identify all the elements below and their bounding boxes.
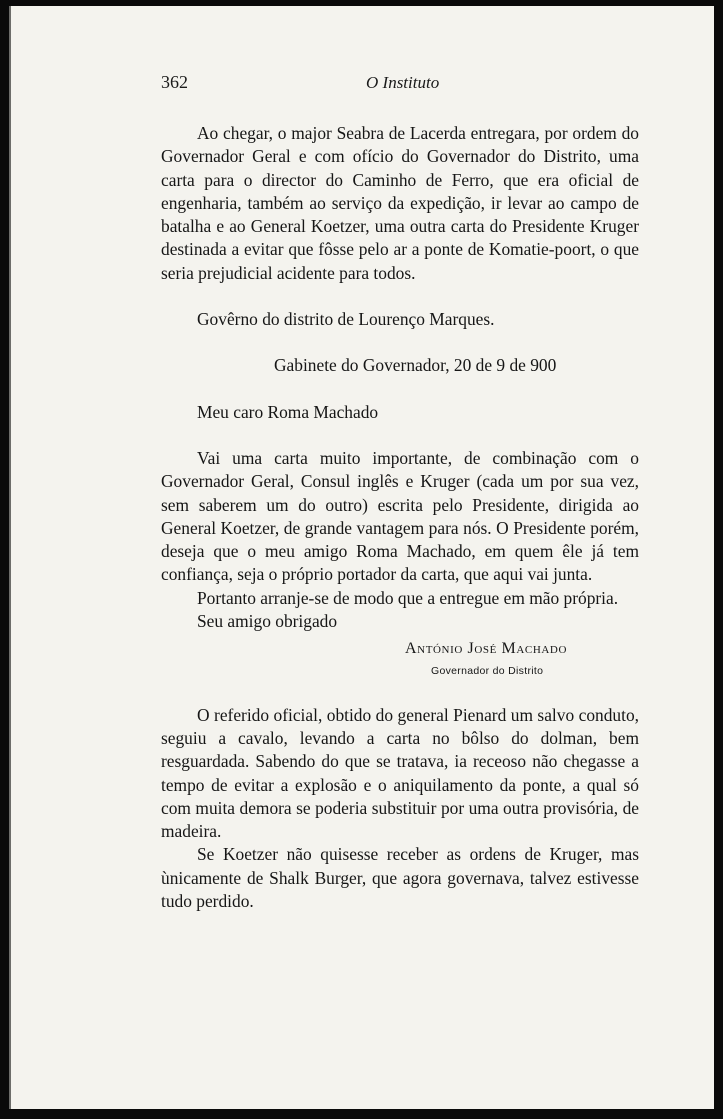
paragraph-narrative: O referido oficial, obtido do general Pienard um salvo conduto, seguiu a cavalo, levando a carta no bôlso do dolman, bem resguardada. Sabendo do que se tratava, ia receoso não chegasse a tempo de evitar a explosão e o aniquilamento da ponte, a qual só com muita demora se poderia substituir por uma outra provisória, de madeira. — [161, 704, 639, 842]
running-title: O Instituto — [366, 73, 440, 92]
signature-title: Governador do Distrito — [431, 664, 544, 677]
paragraph-intro: Ao chegar, o major Seabra de Lacerda entregara, por ordem do Governador Geral e com ofício do Governador do Distrito, uma carta para o director do Caminho de Ferro, que era oficial de engenharia, também ao serviço da expedição, ir levar ao campo de batalha e ao General Koetzer, uma outra carta do Presidente Kruger destinada a evitar que fôsse pelo ar a ponte de Komatie-poort, o que seria prejudicial acidente para todos. — [161, 123, 639, 283]
spacer — [161, 681, 639, 704]
letter-dateline: Gabinete do Governador, 20 de 9 de 900 — [274, 355, 557, 376]
page-header — [161, 72, 641, 96]
spacer — [161, 378, 639, 401]
scan-edge — [9, 6, 11, 1109]
letter-heading: Govêrno do distrito de Lourenço Marques. — [197, 309, 495, 330]
paragraph-narrative: Se Koetzer não quisesse receber as ordens de Kruger, mas ùnicamente de Shalk Burger, que agora governava, talvez estivesse tudo perdido. — [161, 844, 639, 912]
signature-name: António José Machado — [405, 640, 568, 658]
letter-salutation: Meu caro Roma Machado — [197, 401, 379, 422]
page-body — [161, 122, 639, 913]
spacer — [161, 424, 639, 447]
letter-closing: Seu amigo obrigado — [197, 611, 338, 632]
letter-paragraph: Vai uma carta muito importante, de combinação com o Governador Geral, Consul inglês e Kruger (cada um por sua vez, sem saberem um do outro) escrita pelo Presidente, dirigida ao General Koetzer, de grande vantagem para nós. O Presidente porém, deseja que o meu amigo Roma Machado, em quem êle já tem confiança, seja o próprio portador da carta, que aqui vai junta. — [161, 447, 639, 585]
letter-paragraph: Portanto arranje-se de modo que a entregue em mão própria. — [197, 587, 619, 608]
spacer — [161, 285, 639, 308]
page-number: 362 — [161, 72, 188, 92]
spacer — [161, 331, 639, 354]
